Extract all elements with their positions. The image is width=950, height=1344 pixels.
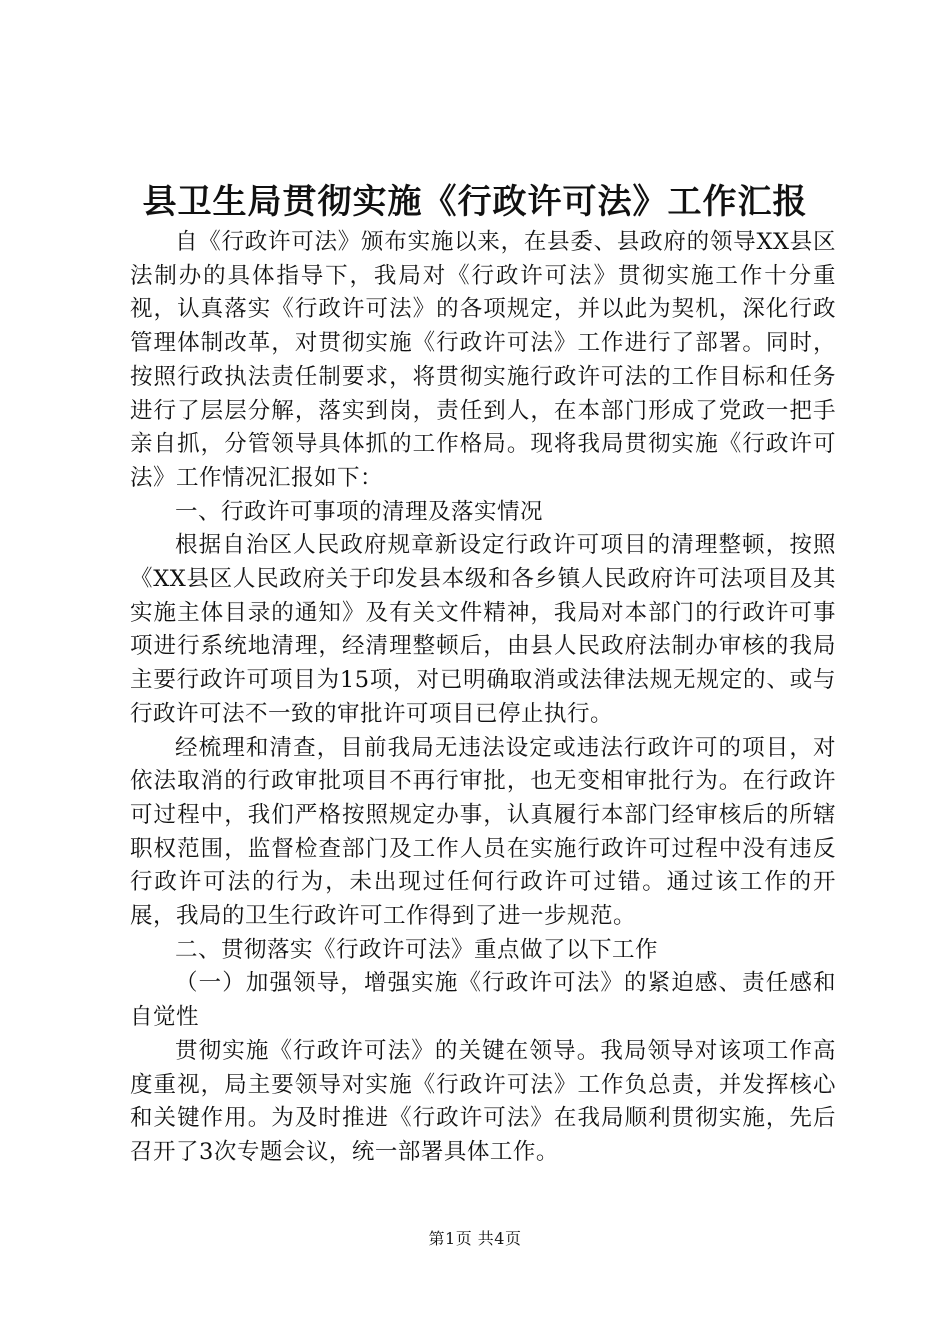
sub-heading-1: （一）加强领导，增强实施《行政许可法》的紧迫感、责任感和自觉性: [130, 970, 836, 1031]
paragraph-leadership: 贯彻实施《行政许可法》的关键在领导。我局领导对该项工作高度重视，局主要领导对实施《行政许可法》工作负总责，并发挥核心和关键作用。为及时推进《行政许可法》在我局顺利贯彻实施，先后召开了3次专题会议，统一部署具体工作。: [130, 1037, 836, 1165]
paragraph-intro: 自《行政许可法》颁布实施以来，在县委、县政府的领导XX县区法制办的具体指导下，我局对《行政许可法》贯彻实施工作十分重视，认真落实《行政许可法》的各项规定，并以此为契机，深化行政管理体制改革，对贯彻实施《行政许可法》工作进行了部署。同时，按照行政执法责任制要求，将贯彻实施行政许可法的工作目标和任务进行了层层分解，落实到岗，责任到人，在本部门形成了党政一把手亲自抓，分管领导具体抓的工作格局。现将我局贯彻实施《行政许可法》工作情况汇报如下：: [130, 229, 836, 491]
section-heading-1: 一、行政许可事项的清理及落实情况: [175, 498, 544, 525]
page-title: 县卫生局贯彻实施《行政许可法》工作汇报: [142, 182, 808, 222]
section-heading-2: 二、贯彻落实《行政许可法》重点做了以下工作: [175, 936, 659, 963]
paragraph-cleanup: 根据自治区人民政府规章新设定行政许可项目的清理整顿，按照《XX县区人民政府关于印发县本级和各乡镇人民政府许可法项目及其实施主体目录的通知》及有关文件精神，我局对本部门的行政许可事项进行系统地清理，经清理整顿后，由县人民政府法制办审核的我局主要行政许可项目为15项，对已明确取消或法律法规无规定的、或与行政许可法不一致的审批许可项目已停止执行。: [130, 532, 836, 727]
paragraph-review: 经梳理和清查，目前我局无违法设定或违法行政许可的项目，对依法取消的行政审批项目不再行审批，也无变相审批行为。在行政许可过程中，我们严格按照规定办事，认真履行本部门经审核后的所辖职权范围，监督检查部门及工作人员在实施行政许可过程中没有违反行政许可法的行为，未出现过任何行政许可过错。通过该工作的开展，我局的卫生行政许可工作得到了进一步规范。: [130, 734, 836, 930]
page-number-footer: 第1页 共4页: [428, 1229, 522, 1248]
document-body: [130, 226, 836, 1170]
